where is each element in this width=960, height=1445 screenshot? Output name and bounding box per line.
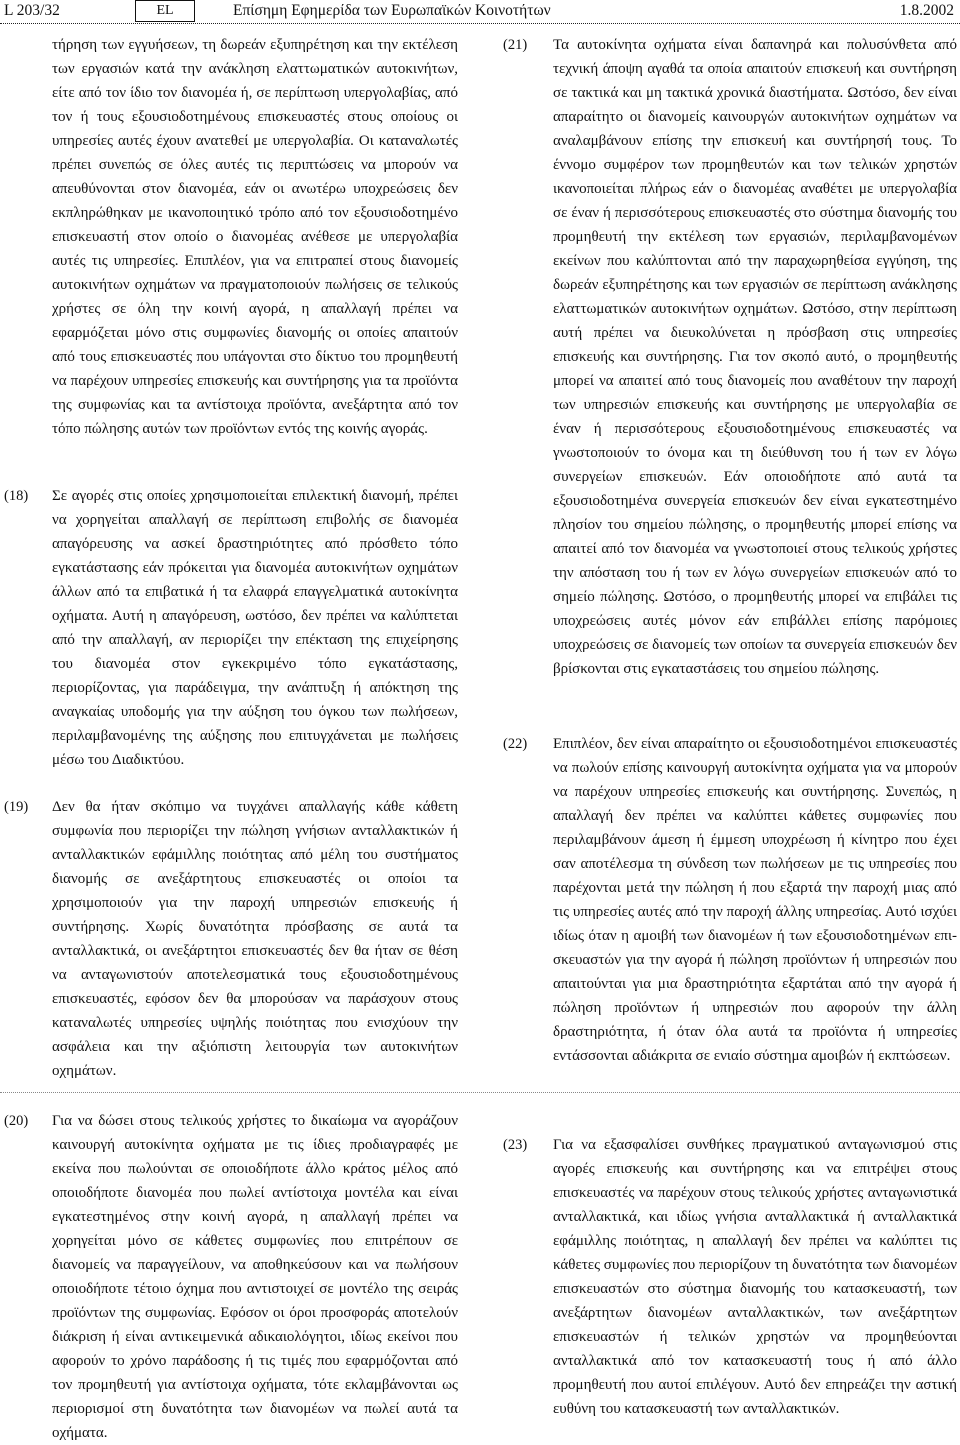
- recital-23-text: Για να εξασφαλίσει συνθήκες πραγματικού ανταγωνισμού στις αγορές επισκευής και συντήρησης και να επιτρέψει στους επισκευαστές να παρέχουν στους τελικούς χρήστες ανταγωνιστικά ανταλλακτικά, και ιδίως γνήσια ανταλλακτικά ή ανταλλακτικά εφάμιλλης ποιότητας, η απαλλαγή δεν πρέπει να καλύπτει τις κάθετες συμφωνίες που περιορίζουν τη δυνατότητα των διανομέων επισκευαστών στο σύστημα διανομής του κατασκευαστή, των ανεξάρτητων διανομέων ανταλλακτικών, των ανεξάρτητων επισκευαστών ή τελικών χρηστών να προμηθεύονται ανταλλακτικά από τον κατασκευαστή τους ή από άλλο προμηθευτή που αυτοί επιλέγουν. Αυτό δεν επηρεάζει την αστική ευθύνη του κατασκευαστή των ανταλλακτικών.: [553, 1137, 957, 1417]
- recital-19-text: Δεν θα ήταν σκόπιμο να τυγχάνει απαλλαγής κάθε κάθετη συμφωνία που περιορίζει την πώληση γνήσιων ανταλλακτικών ή ανταλλακτικών εφάμιλλης ποιότητας από μέλη του συστήματος διανομής σε ανεξάρτητους επισκευαστές οι οποίοι τα χρησιμοποιούν για την παροχή υπηρεσιών επισκευής ή συντήρησης. Χωρίς δυνατότητα πρόσβασης σε αυτά τα ανταλλακτικά, οι ανεξάρτητοι επισκευαστές δεν θα ήταν σε θέση να ανταγωνιστούν αποτελεσματικά τους εξουσιοδοτημένους επισκευαστές, εφόσον δεν θα μπορούσαν να παράσχουν στους καταναλωτές υπηρεσίες υψηλής ποιότητας που ενισχύουν την ασφάλεια και την αξιόπιστη λειτουργία των αυτοκινήτων οχημάτων.: [52, 799, 458, 1079]
- journal-title: Επίσημη Εφημερίδα των Ευρωπαϊκών Κοινοτήτων: [233, 2, 551, 19]
- recital-21-text: Τα αυτοκίνητα οχήματα είναι δαπανηρά και πολυσύνθετα από τεχνική άποψη αγαθά τα οποία απαιτούν επισκευή και συντήρηση σε τακτικά και μη τακτικά χρονικά διαστήματα. Ωστόσο, δεν είναι απαραίτητο οι διανομείς καινουργών αυτοκινήτων οχημάτων να αναλαμβάνουν επίσης την επισκευή και συντήρησή τους. Το έννομο συμφέρον των προμηθευτών και των τελικών χρηστών ικανοποιείται πλήρως εάν ο διανομέας αναθέτει με υπεργολαβία σε έναν ή περισσότερους επισκευαστές στο σύστημα διανομής του προμηθευτή την εκτέλεση των εργασιών, περιλαμβανομένων εκείνων που καλύπτονται από την παραχωρηθείσα εγγύηση, της δωρεάν εξυπηρέτησης και των εργασιών σε περίπτωση ανάκλησης ελαττωματικών αυτοκινήτων οχημάτων. Ωστόσο, στην περίπτωση αυτή πρέπει να διευκολύνεται η πρόσβαση στις υπηρεσίες επισκευής και συντήρησης. Για τον σκοπό αυτό, ο προμηθευτής μπορεί να απαιτεί από τους διανομείς που αναθέτουν την παροχή των υπηρεσιών επισκευής και συντήρησης με υπεργολαβία σε έναν ή περισσότερους εξουσιοδοτημένους επισκευαστές να γνωστοποιούν το όνομα και τη διεύθυνση του ή των εν λόγω συνεργείων επισκευών. Εάν οποιοδήποτε από αυτά τα εξουσιοδοτημένα συνεργεία επισκευών δεν είναι εγκατεστημένο πλησίον του σημείου πώλησης, ο προμηθευτής μπορεί επίσης να απαιτεί από τον διανομέα να γνωστοποιεί στους τελικούς χρήστες την απόσταση του ή των εν λόγω συνεργείων επισκευών από το σημείο πώλησης. Ωστόσο, ο προμηθευτής μπορεί να επιβάλει τις υποχρεώσεις αυτές μόνον εάν επιβάλλει επίσης παρόμοιες υποχρεώσεις σε διανομείς των οποίων τα συνεργεία επισκευών δεν βρίσκονται στις εγκαταστάσεις του σημείου πώλησης.: [553, 37, 957, 677]
- recital-18-number: (18): [4, 488, 29, 504]
- page-reference: L 203/32: [4, 2, 60, 19]
- column-break-rule: [0, 1092, 960, 1093]
- recital-20-text: Για να δώσει στους τελικούς χρήστες το δικαίωμα να αγοράζουν καινουργή αυτοκίνητα οχήματα με τις ίδιες προδιαγραφές με εκείνα που πωλούνται σε οποιοδήποτε άλλο κράτος μέλος από οποιοδήποτε διανομέα που πωλεί αντίστοιχα μοντέλα και είναι εγκατεστημένος στην κοινή αγορά, η απαλλαγή πρέπει να χορηγείται μόνο σε κάθετες συμφωνίες που επιτρέπουν σε διανομείς να παραγγείλουν, να αποθηκεύσουν και να πωλήσουν οποιοδήποτε τέτοιο όχημα που αντιστοιχεί σε μοντέλο της σειράς προϊόντων της συμφωνίας. Εφόσον οι όροι προσφοράς αποτελούν διάκριση ή είναι αντικειμενικά αδικαιολόγητοι, ιδίως εκείνοι που αφορούν το χρόνο παράδοσης ή τις τιμές που εφαρμόζονται από τον προμηθευτή για αντίστοιχα οχήματα, τότε εκλαμβάνονται ως περιορισμοί στη δυνατότητα των διανομέων να πωλεί αυτά τα οχήματα.: [52, 1113, 458, 1441]
- recital-20-number: (20): [4, 1113, 29, 1129]
- publication-date: 1.8.2002: [899, 2, 954, 19]
- recital-21-number: (21): [503, 37, 528, 53]
- recital-18-text: Σε αγορές στις οποίες χρησιμοποιείται επιλεκτική διανομή, πρέπει να χορηγείται απαλλαγή σε περίπτωση επιβολής σε διανομέα απαγόρευσης να ασκεί δραστηριότητες από πρόσθετο τόπο εγκατάστασης εάν πρόκειται για διανομέα αυτοκινήτων οχημάτων άλλων από τα επιβατικά ή τα ελαφρά επαγγελματικά αυτοκίνητα οχήματα. Αυτή η απαγόρευση, ωστόσο, δεν πρέπει να καλύπτεται από την απαλλαγή, αν περιορίζει την επέκταση της επιχείρησης του διανομέα στον εγκεκριμένο τόπο εγκατάστασης, περιορίζοντας, για παράδειγμα, την ανάπτυξη ή απόκτηση της αναγκαίας υποδομής για την αύξηση του όγκου των πωλήσεων, περιλαμβανομένης της αύξησης που επιτυγχάνεται με πωλήσεις μέσω του Διαδικτύου.: [52, 488, 458, 768]
- recital-22-text: Επιπλέον, δεν είναι απαραίτητο οι εξουσιοδοτημένοι επισκευαστές να πωλούν επίσης καινουργή αυτοκίνητα οχήματα για να μπορούν να παρέχουν υπηρεσίες επισκευής και συντήρησης. Συνεπώς, η απαλλαγή δεν πρέπει να καλύπτει κάθετες συμφωνίες που περιλαμβάνουν άμεση ή έμμεση υποχρέωση ή κίνητρο που έχει σαν αποτέλεσμα τη σύνδεση των πωλήσεων με τις υπηρεσίες που παρέχονται μετά την πώληση ή που εξαρτά την παροχή μιας από τις υπηρεσίες αυτές από την παροχή άλλης υπηρεσίας. Αυτό ισχύει ιδίως όταν η αμοιβή των διανομέων ή των εξουσιοδοτημένων επισκευαστών για την αγορά ή πώληση προϊόντων ή υπηρεσιών που απαιτούνται για μια δραστηριότητα εξαρτάται από την αγορά ή πώληση προϊόντων ή υπηρεσιών που αφορούν την άλλη δραστηριότητα, ή όταν όλα αυτά τα προϊόντα ή υπηρεσίες εντάσσονται αδιάκριτα σε ενιαίο σύστημα αμοιβών ή εκπτώσεων.: [553, 736, 957, 1064]
- recital-23-number: (23): [503, 1137, 528, 1153]
- recital-17-continuation: τήρηση των εγγυήσεων, τη δωρεάν εξυπηρέτηση και την εκτέλεση των εργασιών κατά την ανάκληση ελαττωματικών αυτοκινήτων, είτε από τον ίδιο τον διανομέα ή, σε περίπτωση υπεργολαβίας, από τον ή τους εξουσιοδοτημένους επισκευαστές στους οποίους οι υπηρεσίες αυτές έχουν ανατεθεί με υπεργολαβία. Οι καταναλωτές πρέπει συνεπώς σε όλες αυτές τις περιπτώσεις να μπορούν να απευθύνονται στον διανομέα, εάν οι ανωτέρω υποχρεώσεις δεν εκπληρώθηκαν με ικανοποιητικό τρόπο από τον εξουσιοδοτημένο επισκευαστή στον οποίο ο διανομέας ανέθεσε με υπεργολαβία αυτές τις υπηρεσίες. Επιπλέον, για να επιτραπεί στους διανομείς αυτοκινήτων οχημάτων να πραγματοποιούν πωλήσεις σε τελικούς χρήστες σε όλη την κοινή αγορά, η απαλλαγή πρέπει να εφαρμόζεται μόνο στις συμφωνίες διανομής οι οποίες απαιτούν από τους επισκευαστές που υπάγονται στο δίκτυο του προμηθευτή να παρέχουν υπηρεσίες επισκευής και συντήρησης για τα προϊόντα της συμφωνίας και τα αντίστοιχα προϊόντα, ανεξάρτητα από τον τόπο πώλησης αυτών των προϊόντων εντός της κοινής αγοράς.: [52, 37, 458, 437]
- recital-22-number: (22): [503, 736, 528, 752]
- language-code-box: EL: [135, 0, 195, 22]
- page-header: [0, 0, 960, 24]
- recital-19-number: (19): [4, 799, 29, 815]
- header-rule: [0, 23, 960, 24]
